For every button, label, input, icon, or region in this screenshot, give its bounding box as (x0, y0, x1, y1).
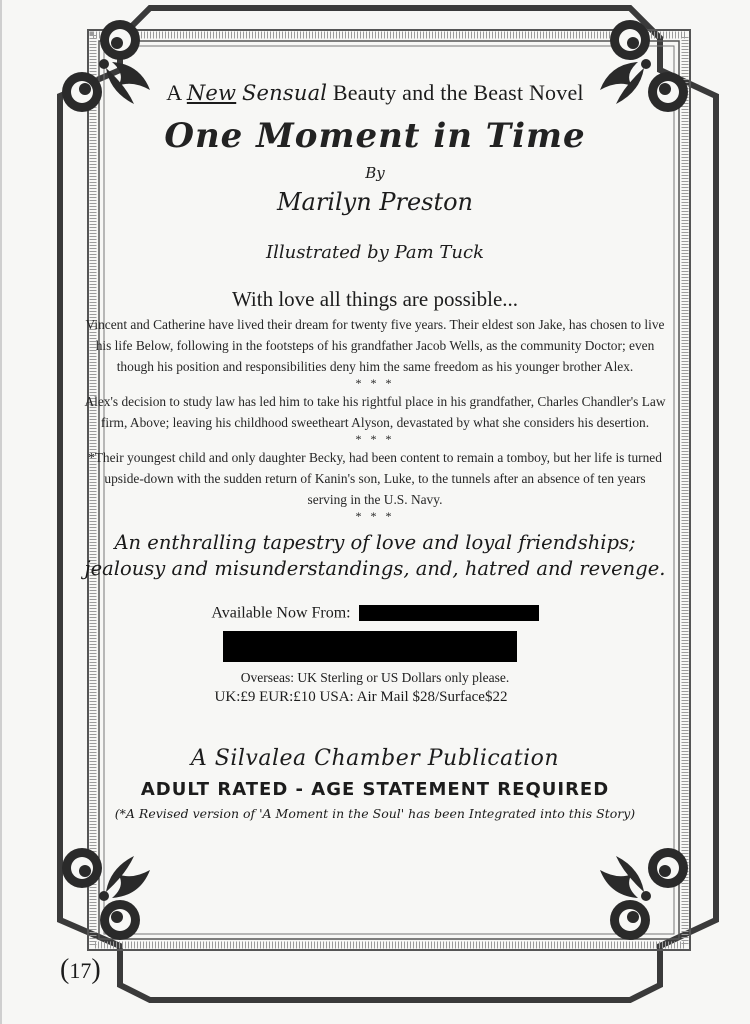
page-number: (17) (60, 954, 101, 985)
series-sensual-word: Sensual (241, 81, 328, 105)
series-suffix: Beauty and the Beast Novel (332, 80, 584, 105)
price-list: UK:£9 EUR:£10 USA: Air Mail $28/Surface$22 (214, 689, 508, 705)
tagline: With love all things are possible... (231, 287, 519, 311)
blurb: An enthralling tapestry of love and loyal friendships; jealousy and misunderstandings, and, hatred and revenge. (84, 531, 666, 580)
synopsis-paragraph-3: *Their youngest child and only daughter Becky, had been content to remain a tomboy, but her life is turned upside-down with the sudden return of Kanin's son, Luke, to the tunnels after an absence of ten years serving in the U.S. Navy. (88, 450, 662, 507)
series-new-word: New (186, 81, 237, 105)
redacted-block (359, 605, 539, 621)
availability-row (100, 604, 650, 624)
revised-note: (*A Revised version of 'A Moment in the Soul' has been Integrated into this Story) (114, 806, 636, 821)
series-prefix: A (166, 80, 182, 105)
by-label: By (365, 164, 385, 182)
publisher-line: A Silvalea Chamber Publication (190, 746, 560, 771)
synopsis-paragraph-2: Alex's decision to study law has led him to take his rightful place in his grandfather, Charles Chandler's Law firm, Above; leaving his childhood sweetheart Alyson, devastated by what she considers his desertion. (84, 394, 666, 430)
series-line (100, 80, 650, 106)
section-separator: * * * (355, 509, 395, 523)
synopsis-paragraph-1: Vincent and Catherine have lived their dream for twenty five years. Their eldest son Jake, has chosen to live his life Below, following in the footsteps of his grandfather Jacob Wells, as the community Doctor; even though his position and responsibilities deny him the same freedom as his younger brother Alex. (85, 317, 665, 374)
illustrator-line: Illustrated by Pam Tuck (266, 242, 484, 263)
redacted-block (223, 631, 517, 662)
section-separator: * * * (355, 432, 395, 446)
section-separator: * * * (355, 376, 395, 390)
flyer-content (84, 80, 666, 821)
book-title: One Moment in Time (164, 116, 586, 156)
rating-notice: ADULT RATED - AGE STATEMENT REQUIRED (140, 779, 610, 800)
page-number-value: 17 (69, 958, 92, 983)
availability-label: Available Now From: (211, 604, 351, 622)
author-name: Marilyn Preston (276, 188, 474, 216)
overseas-note: Overseas: UK Sterling or US Dollars only please. (240, 670, 510, 685)
